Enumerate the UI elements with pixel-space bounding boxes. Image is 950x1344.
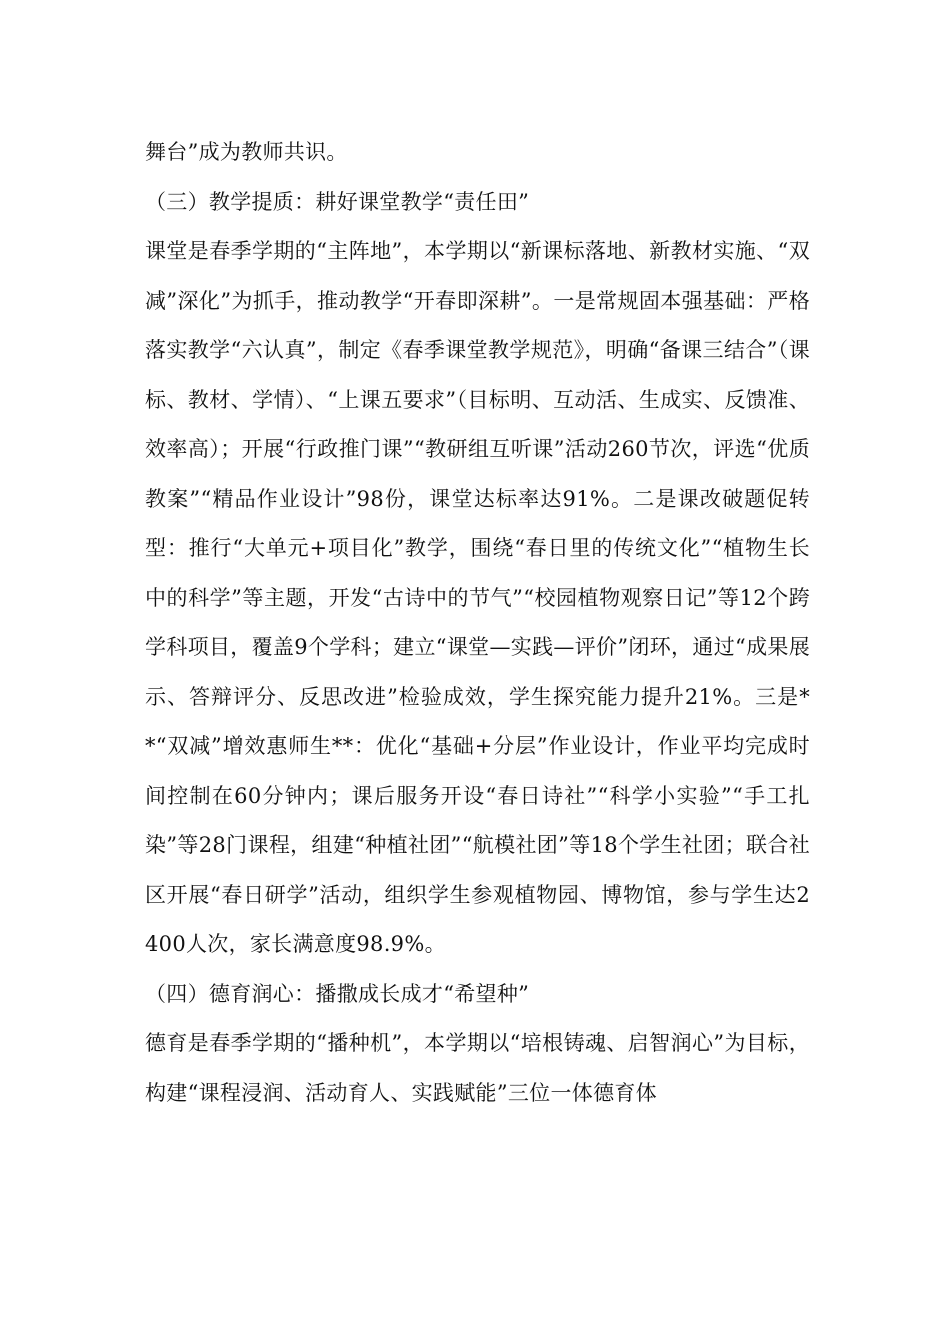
section-heading-3: （三）教学提质：耕好课堂教学“责任田” (145, 189, 530, 214)
paragraph-teaching: 课堂是春季学期的“主阵地”，本学期以“新课标落地、新教材实施、“双减”深化”为抓手，推动教学“开春即深耕”。一是常规固本强基础：严格落实教学“六认真”，制定《春季课堂教学规范》，明确“备课三结合”（课标、教材、学情）、“上课五要求”（目标明、互动活、生成实、反馈准、效率高）；开展“行政推门课”“教研组互听课”活动260节次，评选“优质教案”“精品作业设计”98份，课堂达标率达91%。二是课改破题促转型：推行“大单元+项目化”教学，围绕“春日里的传统文化”“植物生长中的科学”等主题，开发“古诗中的节气”“校园植物观察日记”等12个跨学科项目，覆盖9个学科；建立“课堂—实践—评价”闭环，通过“成果展示、答辩评分、反思改进”检验成效，学生探究能力提升21%。三是**“双减”增效惠师生**：优化“基础+分层”作业设计，作业平均完成时间控制在60分钟内；课后服务开设“春日诗社”“科学小实验”“手工扎染”等28门课程，组建“种植社团”“航模社团”等18个学生社团；联合社区开展“春日研学”活动，组织学生参观植物园、博物馆，参与学生达2400人次，家长满意度98.9%。 (145, 239, 810, 956)
paragraph-moral-education: 德育是春季学期的“播种机”，本学期以“培根铸魂、启智润心”为目标，构建“课程浸润、活动育人、实践赋能”三位一体德育体 (145, 1031, 810, 1105)
section-heading-4: （四）德育润心：播撒成长成才“希望种” (145, 981, 530, 1006)
paragraph-continuation: 舞台”成为教师共识。 (145, 140, 348, 164)
document-body (145, 128, 810, 1118)
